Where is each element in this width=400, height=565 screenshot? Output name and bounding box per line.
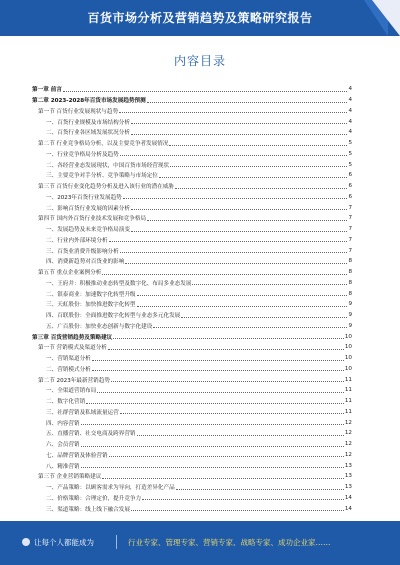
toc-entry-title: 二、价格策略：合理定价，提升竞争力 xyxy=(46,495,142,502)
toc-entry-page: 5 xyxy=(348,150,352,157)
toc-dot-leader xyxy=(131,123,348,124)
toc-entry-title: 二、银泰商业：加速数字化转型升级 xyxy=(46,291,136,298)
toc-dot-leader xyxy=(119,112,347,113)
toc-dot-leader xyxy=(108,349,344,350)
footer-divider xyxy=(116,535,117,549)
toc-entry[interactable] xyxy=(32,503,352,514)
toc-entry-page: 11 xyxy=(344,408,352,415)
toc-entry[interactable] xyxy=(32,428,352,439)
toc-dot-leader xyxy=(131,231,348,232)
toc-entry-page: 4 xyxy=(348,97,352,104)
toc-entry-title: 二、数字化营销 xyxy=(46,399,86,406)
toc-entry[interactable] xyxy=(32,321,352,332)
toc-dot-leader xyxy=(120,155,348,156)
toc-dot-leader xyxy=(111,381,344,382)
toc-dot-leader xyxy=(81,446,344,447)
toc-entry-page: 8 xyxy=(348,269,352,276)
toc-entry[interactable] xyxy=(32,127,352,138)
toc-entry[interactable] xyxy=(32,84,352,95)
toc-entry-page: 11 xyxy=(344,376,352,383)
toc-entry-title: 第三节 企业营销策略建议 xyxy=(38,474,102,481)
toc-entry[interactable] xyxy=(32,106,352,117)
toc-dot-leader xyxy=(169,145,347,146)
toc-dot-leader xyxy=(181,317,347,318)
toc-dot-leader xyxy=(131,510,344,511)
toc-entry-title: 五、广百股份：加快业态创新与数字化建设 xyxy=(46,323,153,330)
toc-entry-page: 4 xyxy=(348,107,352,114)
toc-dot-leader xyxy=(137,306,348,307)
toc-entry[interactable] xyxy=(32,224,352,235)
toc-entry-title: 第一节 营销模式及渠道分析 xyxy=(38,345,107,352)
toc-entry[interactable] xyxy=(32,385,352,396)
toc-entry[interactable] xyxy=(32,181,352,192)
report-title: 百货市场分析及营销趋势及策略研究报告 xyxy=(87,11,313,25)
toc-entry-title: 一、产品策略：以顾客需求为导向，打造差异化产品 xyxy=(46,485,175,492)
toc-entry-title: 三、天虹股份：加快推进数字化转型 xyxy=(46,302,136,309)
toc-entry-title: 三、百货业消费升级影响分析 xyxy=(46,248,119,255)
toc-dot-leader xyxy=(120,413,344,414)
report-footer xyxy=(0,521,400,565)
toc-entry[interactable] xyxy=(32,138,352,149)
toc-entry-title: 第二节 2023年最新营销趋势 xyxy=(38,377,110,384)
toc-dot-leader xyxy=(102,478,344,479)
toc-entry[interactable] xyxy=(32,202,352,213)
toc-entry-page: 8 xyxy=(348,279,352,286)
toc-entry-title: 六、会员营销 xyxy=(46,442,80,449)
toc-entry[interactable] xyxy=(32,396,352,407)
toc-entry[interactable] xyxy=(32,493,352,504)
toc-entry-page: 4 xyxy=(348,118,352,125)
toc-entry-page: 7 xyxy=(348,247,352,254)
toc-dot-leader xyxy=(109,456,344,457)
toc-dot-leader xyxy=(175,188,347,189)
toc-dot-leader xyxy=(131,134,348,135)
toc-entry[interactable] xyxy=(32,116,352,127)
toc-entry-page: 7 xyxy=(348,204,352,211)
footer-slogan-left: 让每个人都能成为 xyxy=(34,538,94,547)
toc-entry-title: 一、2023年百货行业发展趋势 xyxy=(46,194,122,201)
toc-entry-page: 9 xyxy=(348,301,352,308)
toc-dot-leader xyxy=(147,220,347,221)
toc-entry-title: 三、渠道策略：线上线下融合发展 xyxy=(46,506,130,513)
toc-dot-leader xyxy=(120,252,348,253)
toc-entry-title: 一、百货行业规模及市场结构分析 xyxy=(46,119,130,126)
toc-entry-page: 10 xyxy=(344,333,352,340)
toc-entry-page: 12 xyxy=(344,451,352,458)
toc-entry-page: 10 xyxy=(344,355,352,362)
toc-entry-page: 14 xyxy=(344,494,352,501)
toc-dot-leader xyxy=(142,499,344,500)
toc-entry[interactable] xyxy=(32,342,352,353)
toc-entry[interactable] xyxy=(32,267,352,278)
toc-entry-title: 第四节 国内外百货行业技术发展和竞争格局 xyxy=(38,216,147,223)
toc-entry-page: 4 xyxy=(348,86,352,93)
toc-entry-page: 10 xyxy=(344,365,352,372)
toc-dot-leader xyxy=(97,392,344,393)
toc-entry-page: 13 xyxy=(344,484,352,491)
toc-entry[interactable] xyxy=(32,213,352,224)
toc-entry[interactable] xyxy=(32,331,352,342)
toc-heading: 内容目录 xyxy=(173,54,226,68)
toc-entry-title: 第二节 行业竞争格局分析，以及主要竞争者发展情况 xyxy=(38,141,169,148)
toc-entry-title: 二、行业内外部环境分析 xyxy=(46,237,108,244)
toc-entry[interactable] xyxy=(32,299,352,310)
toc-entry-page: 10 xyxy=(344,344,352,351)
toc-entry[interactable] xyxy=(32,364,352,375)
toc-entry[interactable] xyxy=(32,482,352,493)
toc-entry-page: 13 xyxy=(344,462,352,469)
toc-entry-page: 9 xyxy=(348,322,352,329)
toc-dot-leader xyxy=(113,338,344,339)
toc-entry-title: 五、直播营销、社交电商及跨界营销 xyxy=(46,431,136,438)
toc-entry-title: 三、社群营销及私域流量运营 xyxy=(46,409,119,416)
toc-entry-title: 一、发展趋势及未来竞争格局演变 xyxy=(46,227,130,234)
toc-entry-title: 第三章 百货营销趋势及策略建议 xyxy=(32,334,113,341)
toc-dot-leader xyxy=(92,370,344,371)
toc-entry-page: 14 xyxy=(344,505,352,512)
toc-entry-page: 13 xyxy=(344,473,352,480)
toc-dot-leader xyxy=(123,198,348,199)
toc-entry[interactable] xyxy=(32,417,352,428)
report-header xyxy=(0,0,400,36)
toc-entry-page: 5 xyxy=(348,161,352,168)
toc-entry-title: 第一章 前言 xyxy=(32,87,62,94)
toc-entry-title: 二、营销模式分析 xyxy=(46,366,91,373)
toc-entry-title: 二、各经营业态发展现状，中国百货市场经营现状 xyxy=(46,162,170,169)
toc-entry-title: 第二章 2023-2028年百货市场发展趋势预测 xyxy=(32,98,146,105)
toc-entry-page: 5 xyxy=(348,140,352,147)
footer-slogan-right: 行业专家、管理专家、营销专家、战略专家、成功企业家…… xyxy=(128,538,331,547)
toc-entry[interactable] xyxy=(32,149,352,160)
toc-entry-page: 8 xyxy=(348,258,352,265)
toc-entry[interactable] xyxy=(32,235,352,246)
toc-entry-page: 7 xyxy=(348,215,352,222)
toc-entry[interactable] xyxy=(32,439,352,450)
toc-dot-leader xyxy=(137,435,344,436)
toc-dot-leader xyxy=(81,467,344,468)
toc-entry-title: 第一节 百货行业发展现状与趋势 xyxy=(38,108,119,115)
toc-entry-page: 9 xyxy=(348,312,352,319)
toc-entry[interactable] xyxy=(32,374,352,385)
toc-entry-page: 12 xyxy=(344,441,352,448)
toc-entry-page: 6 xyxy=(348,193,352,200)
toc-entry[interactable] xyxy=(32,192,352,203)
toc-dot-leader xyxy=(159,177,348,178)
footer-logo-icon xyxy=(22,538,30,546)
toc-entry-title: 一、王府井：积极推动业态转型及数字化、布局多业态发展 xyxy=(46,280,192,287)
toc-dot-leader xyxy=(137,295,348,296)
toc-dot-leader xyxy=(125,263,347,264)
toc-entry-title: 四、消费新趋势对百货业的影响 xyxy=(46,259,125,266)
toc-entry-title: 一、营销渠道分析 xyxy=(46,356,91,363)
toc-entry[interactable] xyxy=(32,288,352,299)
toc-dot-leader xyxy=(92,360,344,361)
toc-entry-title: 七、品牌营销及体验营销 xyxy=(46,452,108,459)
toc-dot-leader xyxy=(109,241,348,242)
toc-entry-page: 8 xyxy=(348,290,352,297)
toc-entry[interactable] xyxy=(32,95,352,106)
toc-dot-leader xyxy=(147,102,348,103)
toc-entry-title: 三、主要竞争对手分析、竞争策略与市场定位 xyxy=(46,173,158,180)
toc-entry[interactable] xyxy=(32,471,352,482)
toc-dot-leader xyxy=(102,274,347,275)
toc-entry[interactable] xyxy=(32,170,352,181)
toc-dot-leader xyxy=(131,209,348,210)
toc-entry-title: 四、百联股份：全面推进数字化转型与业态多元化发展 xyxy=(46,313,181,320)
toc-entry[interactable] xyxy=(32,256,352,267)
toc-entry[interactable] xyxy=(32,407,352,418)
toc-entry-page: 6 xyxy=(348,183,352,190)
table-of-contents xyxy=(32,84,352,514)
toc-dot-leader xyxy=(81,424,344,425)
toc-dot-leader xyxy=(192,284,347,285)
toc-entry[interactable] xyxy=(32,310,352,321)
toc-entry[interactable] xyxy=(32,353,352,364)
toc-entry-page: 7 xyxy=(348,236,352,243)
toc-entry-title: 一、全渠道营销布局 xyxy=(46,388,97,395)
toc-entry-title: 四、内容营销 xyxy=(46,420,80,427)
toc-dot-leader xyxy=(176,489,344,490)
toc-entry-title: 二、影响百货行业发展的因素分析 xyxy=(46,205,130,212)
toc-entry[interactable] xyxy=(32,450,352,461)
toc-entry-page: 12 xyxy=(344,430,352,437)
toc-entry-page: 11 xyxy=(344,387,352,394)
toc-entry-title: 第三节 百货行业变化趋势分析及进入该行业的潜在威胁 xyxy=(38,184,175,191)
toc-entry-title: 一、行业竞争格局分析及趋势 xyxy=(46,151,119,158)
toc-entry-title: 八、精准营销 xyxy=(46,463,80,470)
toc-entry-title: 二、百货行业各区域发展状况分析 xyxy=(46,130,130,137)
toc-entry[interactable] xyxy=(32,278,352,289)
toc-entry-page: 4 xyxy=(348,129,352,136)
toc-entry-page: 6 xyxy=(348,172,352,179)
toc-dot-leader xyxy=(86,403,344,404)
toc-entry[interactable] xyxy=(32,460,352,471)
toc-dot-leader xyxy=(170,166,347,167)
toc-entry[interactable] xyxy=(32,159,352,170)
toc-entry-page: 12 xyxy=(344,419,352,426)
toc-dot-leader xyxy=(153,327,347,328)
toc-entry-page: 11 xyxy=(344,398,352,405)
toc-entry[interactable] xyxy=(32,245,352,256)
toc-dot-leader xyxy=(63,91,348,92)
toc-entry-page: 7 xyxy=(348,226,352,233)
toc-entry-title: 第五节 重点企业案例分析 xyxy=(38,270,102,277)
